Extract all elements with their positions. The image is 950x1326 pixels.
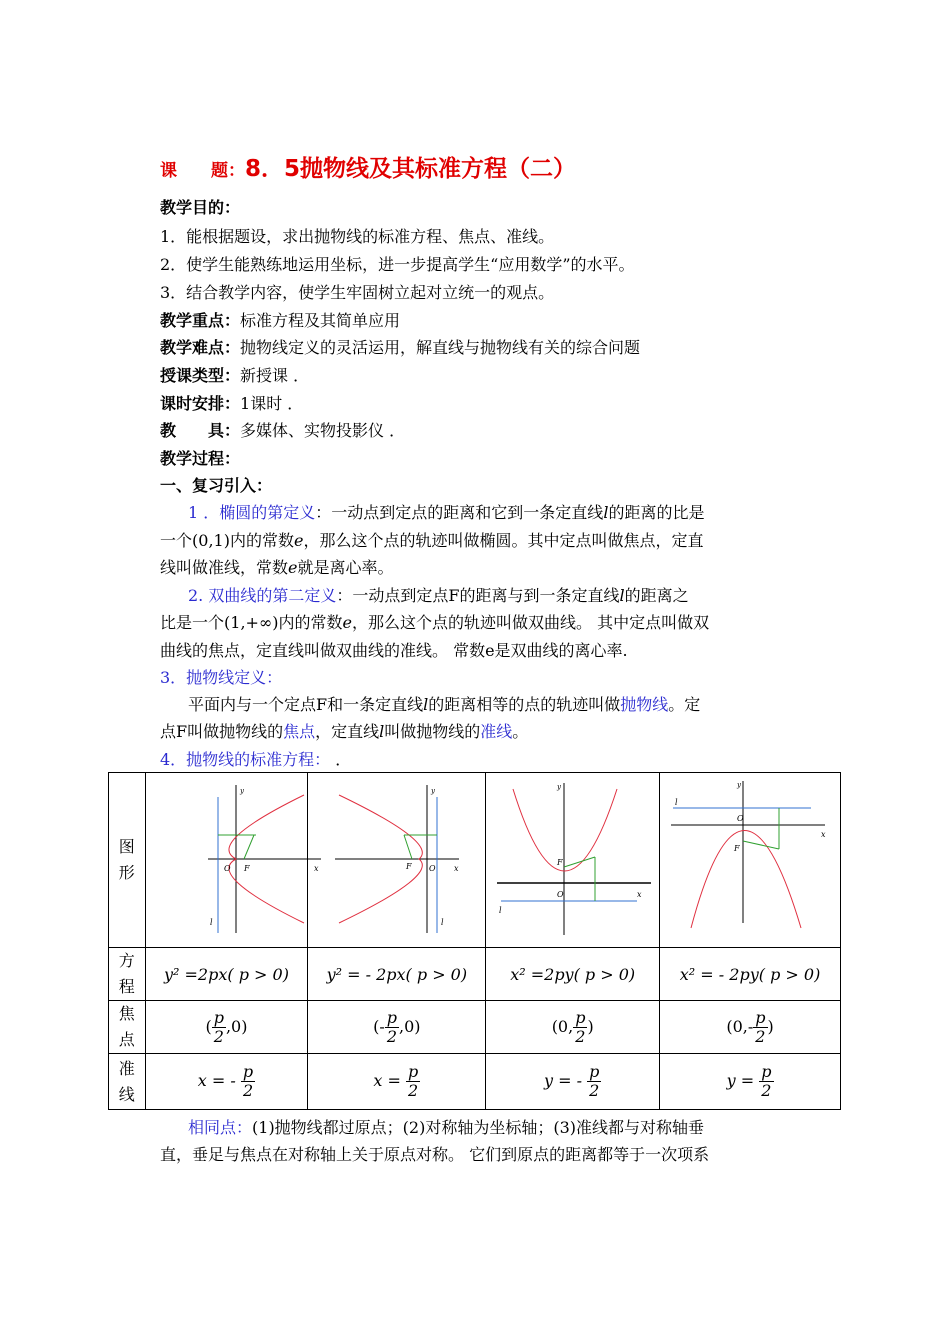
key-point-label: 教学重点： <box>160 311 241 330</box>
graph1-x-label: x <box>314 864 319 873</box>
eq-cell-3: x² =2py( p > 0) <box>486 948 660 1001</box>
graph4-y-label: y <box>737 781 742 789</box>
lesson-type-label: 授课类型： <box>160 366 241 385</box>
graph-up-opening <box>487 773 658 943</box>
objectives-heading: 教学目的： <box>160 198 241 217</box>
focus-3-num: p <box>575 1007 586 1027</box>
parabola-def-line2 <box>160 722 528 742</box>
tools-text: 多媒体、实物投影仪 ． <box>240 421 406 440</box>
focus-1-pre: ( <box>205 1016 212 1036</box>
table-row-focus <box>109 1001 841 1054</box>
graph-cell-down <box>660 773 841 948</box>
parabola-def-line1 <box>188 695 700 715</box>
ellipse-text-1b: 的距离的比是 <box>608 503 705 522</box>
table-row-directrix <box>109 1054 841 1110</box>
hyper-def-line3: 曲线的焦点，定直线叫做双曲线的准线。 常数e是双曲线的离心率. <box>160 641 628 660</box>
ellipse-title: ．椭圆的第定义 <box>203 503 316 522</box>
dir-3-frac <box>587 1063 601 1100</box>
para4-heading: 4．抛物线的标准方程： <box>160 750 331 769</box>
row-label-equation <box>109 948 146 1001</box>
objective-1: 1．能根据题设，求出抛物线的标准方程、焦点、准线。 <box>160 227 555 246</box>
para3-text-2a: 点F叫做抛物线的 <box>160 722 284 741</box>
common-points-line1 <box>188 1118 704 1138</box>
focus-1-den: 2 <box>213 1026 224 1046</box>
hyper-e: e <box>342 613 352 632</box>
ellipse-e: e <box>293 531 304 550</box>
schedule-label: 课时安排： <box>160 394 241 413</box>
key-point-text: 标准方程及其简单应用 <box>240 311 401 330</box>
graph-down-opening <box>661 773 839 943</box>
schedule-text: 1课时 ． <box>240 394 304 413</box>
dir-4-den: 2 <box>761 1081 772 1100</box>
ellipse-def-line2 <box>160 531 703 551</box>
para3-text-2c: 叫做抛物线的 <box>384 722 481 741</box>
lesson-type <box>160 366 309 386</box>
ellipse-interval: (0,1) <box>192 531 230 550</box>
graph3-parabola <box>513 789 617 871</box>
graph3-y-label: y <box>557 783 562 791</box>
dir-4-pre: y = <box>726 1071 755 1090</box>
graph4-f-label: F <box>734 844 740 853</box>
focus-2-pre: (- <box>373 1016 385 1036</box>
hyper-text-2c: ，那么这个点的轨迹叫做双曲线。 其中定点叫做双 <box>351 613 710 632</box>
para3-focus: 焦点 <box>283 722 316 741</box>
hyper-interval: (1,+∞) <box>224 613 279 632</box>
graph1-l-label: l <box>210 918 214 927</box>
graph2-y-label: y <box>431 787 436 795</box>
hyper-text-1: ：一动点到定点F的距离与到一条定直线 <box>336 586 620 605</box>
focus-3-post: ) <box>587 1016 594 1036</box>
title-label-b: 题： <box>211 161 245 181</box>
focus-4-den: 2 <box>755 1026 766 1046</box>
ellipse-text-2b: 内的常数 <box>229 531 294 550</box>
title-text: 8．5抛物线及其标准方程（二） <box>245 156 577 182</box>
graph4-aux <box>743 841 779 849</box>
dir-3-pre: y = - <box>544 1071 583 1090</box>
graph2-l-label: l <box>441 918 444 927</box>
para3-directrix: 准线 <box>480 722 513 741</box>
ellipse-e-2: e <box>288 558 298 577</box>
focus-2-frac <box>385 1009 399 1046</box>
graph3-aux <box>564 857 595 867</box>
focus-3-den: 2 <box>575 1026 586 1046</box>
focus-2-post: ,0) <box>399 1016 421 1036</box>
graph1-f-label: F <box>244 864 251 873</box>
graph-cell-right <box>145 773 319 948</box>
focus-cell-2 <box>308 1001 486 1054</box>
graph1-aux-2 <box>244 835 254 859</box>
eq-cell-1: y² =2px( p > 0) <box>145 948 308 1001</box>
objective-3: 3．结合教学内容，使学生牢固树立起对立统一的观点。 <box>160 283 555 302</box>
focus-cell-1 <box>145 1001 308 1054</box>
focus-2-den: 2 <box>386 1026 397 1046</box>
hyper-text-2a: 比是一个 <box>160 613 225 632</box>
dir-2-frac <box>406 1063 420 1100</box>
para3-word: 抛物线 <box>620 695 669 714</box>
ellipse-text-2a: 一个 <box>160 531 193 550</box>
dir-1-pre: x = - <box>197 1071 236 1090</box>
graph3-f-label: F <box>557 858 563 867</box>
hyper-title: 双曲线的第二定义 <box>208 586 337 605</box>
focus-4-num: p <box>755 1007 766 1027</box>
ellipse-text-1: ：一动点到定点的距离和它到一条定直线 <box>315 503 604 522</box>
parabola-table <box>108 772 841 1110</box>
focus-3-pre: (0, <box>551 1016 574 1036</box>
section1-heading: 一、复习引入： <box>160 476 273 495</box>
tools <box>160 421 405 441</box>
dir-2-den: 2 <box>408 1081 419 1100</box>
dir-1-num: p <box>242 1062 254 1081</box>
graph1-y-label: y <box>240 787 245 795</box>
eq-cell-4: x² = - 2py( p > 0) <box>660 948 841 1001</box>
dir-2-pre: x = <box>373 1071 401 1090</box>
dir-cell-2 <box>308 1054 486 1110</box>
hyper-text-2b: 内的常数 <box>278 613 343 632</box>
graph4-x-label: x <box>821 830 826 839</box>
graph3-x-label: x <box>637 890 642 899</box>
row-label-graph-text: 图形 <box>118 837 135 882</box>
graph-cell-left <box>308 773 486 948</box>
parabola-def-heading: 3．抛物线定义： <box>160 668 283 687</box>
ellipse-def-line1 <box>188 503 704 523</box>
difficulty-text: 抛物线定义的灵活运用，解直线与抛物线有关的综合问题 <box>240 338 641 357</box>
process-heading: 教学过程： <box>160 449 241 468</box>
graph4-o-label: O <box>737 814 744 823</box>
table-row-graph <box>109 773 841 948</box>
ellipse-text-3b: 就是离心率。 <box>297 558 394 577</box>
focus-cell-4 <box>660 1001 841 1054</box>
row-label-directrix <box>109 1054 146 1110</box>
dir-4-frac <box>759 1063 773 1100</box>
graph-cell-up <box>486 773 660 948</box>
para3-text-1b: 的距离相等的点的轨迹叫做 <box>428 695 621 714</box>
schedule <box>160 394 303 414</box>
dir-cell-3 <box>486 1054 660 1110</box>
difficulty-label: 教学难点： <box>160 338 241 357</box>
graph-left-opening <box>309 773 484 943</box>
dir-1-frac <box>241 1063 255 1100</box>
standard-eq-heading <box>160 750 351 770</box>
hyper-def-line2 <box>160 613 709 633</box>
row-label-focus <box>109 1001 146 1054</box>
dir-4-num: p <box>761 1062 772 1081</box>
graph2-aux-2 <box>404 835 412 859</box>
graph3-o-label: O <box>557 890 564 899</box>
common-label: 相同点： <box>188 1118 253 1137</box>
dir-cell-4 <box>660 1054 841 1110</box>
graph3-l-label: l <box>499 906 502 915</box>
para3-text-2d: 。 <box>512 722 529 741</box>
graph4-parabola <box>691 831 801 929</box>
focus-2-num: p <box>386 1007 398 1027</box>
ellipse-text-3a: 线叫做准线，常数 <box>160 558 289 577</box>
dir-cell-1 <box>145 1054 308 1110</box>
graph2-f-label: F <box>406 862 412 871</box>
common-points-line2: 直，垂足与焦点在对称轴上关于原点对称。 它们到原点的距离都等于一次项系 <box>160 1145 710 1164</box>
hyper-text-1b: 的距离之 <box>624 586 689 605</box>
table-row-equation <box>109 948 841 1001</box>
graph4-l-label: l <box>675 798 678 807</box>
focus-1-frac <box>212 1009 226 1046</box>
row-label-equation-text: 方程 <box>118 951 135 996</box>
row-label-focus-text: 焦点 <box>118 1004 135 1049</box>
ellipse-text-2c: ，那么这个点的轨迹叫做椭圆。其中定点叫做焦点，定直 <box>303 531 704 550</box>
para4-tail: ． <box>335 750 352 769</box>
ellipse-l: l <box>603 503 609 522</box>
graph2-x-label: x <box>454 864 459 873</box>
graph-right-opening <box>146 773 319 943</box>
key-point <box>160 311 400 331</box>
common-text-1: (1)抛物线都过原点；(2)对称轴为坐标轴；(3)准线都与对称轴垂 <box>252 1118 705 1137</box>
dir-2-num: p <box>408 1062 419 1081</box>
graph2-o-label: O <box>429 864 436 873</box>
para3-l: l <box>423 695 429 714</box>
focus-1-num: p <box>213 1007 224 1027</box>
para3-text-1c: 。定 <box>668 695 701 714</box>
hyper-l: l <box>619 586 625 605</box>
graph1-o-label: O <box>224 864 232 873</box>
row-label-graph <box>109 773 146 948</box>
para3-text-2b: ，定直线 <box>315 722 380 741</box>
focus-4-pre: (0,- <box>726 1016 754 1036</box>
lesson-title <box>160 150 576 183</box>
hyper-def-line1 <box>188 586 689 606</box>
focus-4-frac <box>753 1009 767 1046</box>
tools-label-b: 具： <box>208 421 241 440</box>
dir-3-num: p <box>589 1062 600 1081</box>
objective-2: 2．使学生能熟练地运用坐标，进一步提高学生“应用数学”的水平。 <box>160 255 635 274</box>
hyper-num: 2. <box>188 586 204 605</box>
para3-text-1a: 平面内与一个定点F和一条定直线 <box>188 695 424 714</box>
eq-cell-2: y² = - 2px( p > 0) <box>308 948 486 1001</box>
ellipse-num: 1 <box>188 503 199 522</box>
para3-l-2: l <box>379 722 385 741</box>
dir-3-den: 2 <box>589 1081 600 1100</box>
dir-1-den: 2 <box>242 1081 254 1100</box>
row-label-directrix-text: 准线 <box>118 1058 135 1104</box>
ellipse-def-line3 <box>160 558 394 578</box>
tools-label-a: 教 <box>160 421 177 440</box>
focus-1-post: ,0) <box>225 1016 248 1036</box>
lesson-type-text: 新授课 ． <box>240 366 310 385</box>
title-label-a: 课 <box>160 161 177 181</box>
focus-4-post: ) <box>767 1016 774 1036</box>
difficulty <box>160 338 640 358</box>
focus-cell-3 <box>486 1001 660 1054</box>
focus-3-frac <box>573 1009 587 1046</box>
